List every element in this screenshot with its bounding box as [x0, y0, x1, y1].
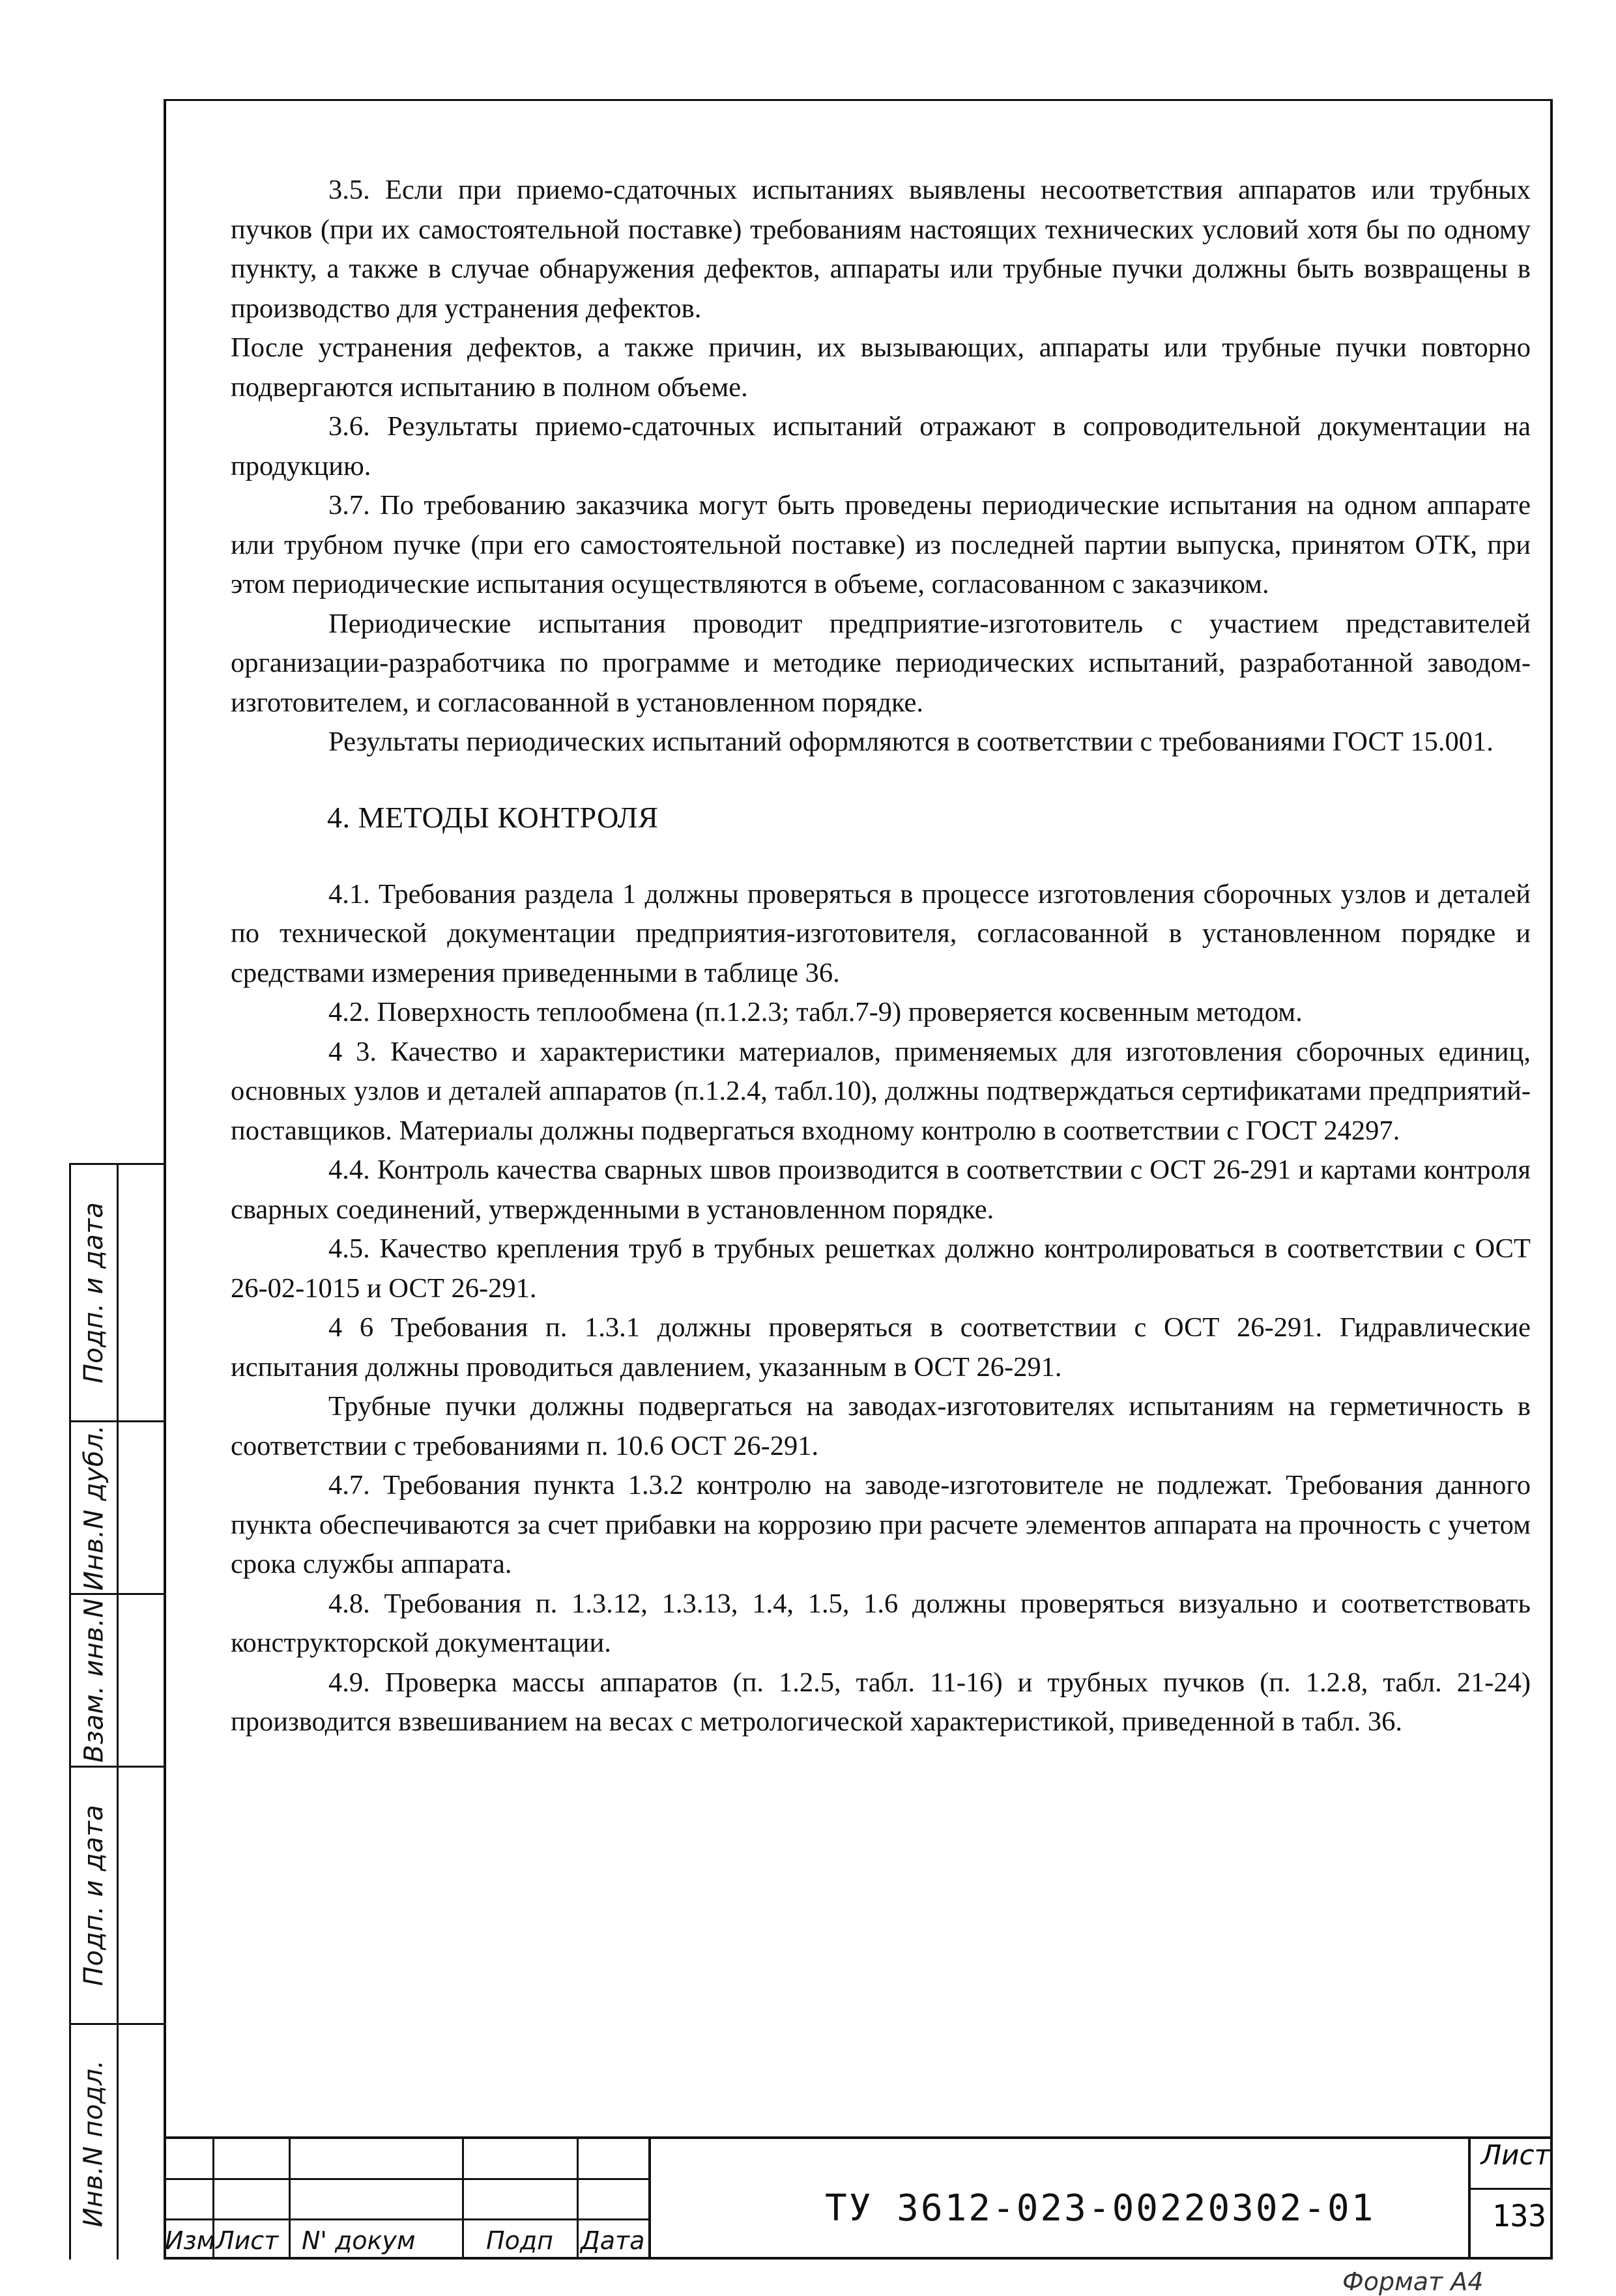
strip-cell-inv-podl	[71, 2025, 117, 2261]
strip-label-podp-data-bottom: Подп. и дата	[79, 1804, 109, 1987]
binding-strip	[69, 1163, 164, 2260]
strip-label-inv-podl: Инв.N подл.	[79, 2059, 109, 2228]
col-label-podp: Подп	[486, 2226, 553, 2255]
title-block-col-line	[289, 2136, 291, 2260]
strip-divider	[117, 1165, 119, 2260]
strip-cell-podp-data-top	[71, 1165, 117, 1420]
strip-label-vzam-inv: Взам. инв.N	[79, 1598, 109, 1763]
col-label-list: Лист	[216, 2226, 279, 2255]
sheet-label: Лист	[1480, 2139, 1550, 2171]
paragraph-4-4: 4.4. Контроль качества сварных швов производится в соответствии с ОСТ 26-291 и картами контроля сварных соединений, утвержденными в установленном порядке.	[231, 1155, 1531, 1225]
title-block-col-line	[648, 2136, 651, 2260]
title-block-col-line	[577, 2136, 579, 2260]
paragraph-3-7: 3.7. По требованию заказчика могут быть проведены периодические испытания на одном аппарате или трубном пучке (при его самостоятельной поставке) из последней партии выпуска, принятом ОТК, при этом периодические испытания осуществляются в объеме, согласованном с заказчиком.	[231, 490, 1531, 599]
title-block-top-line	[164, 2136, 1553, 2139]
paragraph-4-5: 4.5. Качество крепления труб в трубных решетках должно контролироваться в соответствии с ОСТ 26-02-1015 и ОСТ 26-291.	[231, 1233, 1531, 1304]
paragraph-4-3: 4 3. Качество и характеристики материалов, применяемых для изготовления сборочных единиц, основных узлов и деталей аппаратов (п.1.2.4, табл.10), должны подтверждаться сертификатами предприятий-поставщиков. Материалы должны подвергаться входному контролю в соответствии с ГОСТ 24297.	[231, 1036, 1531, 1146]
paragraph-4-2: 4.2. Поверхность теплообмена (п.1.2.3; табл.7-9) проверяется косвенным методом.	[328, 997, 1303, 1027]
paragraph-3-5: 3.5. Если при приемо-сдаточных испытаниях выявлены несоответствия аппаратов или трубных пучков (при их самостоятельной поставке) требованиям настоящих технических условий хотя бы по одному пункту, а также в случае обнаружения дефектов, аппараты или трубные пучки должны быть возвращены в производство для устранения дефектов.	[231, 175, 1531, 324]
col-label-dokum: N' докум	[302, 2226, 416, 2255]
paragraph-3-7-periodic: Периодические испытания проводит предприятие-изготовитель с участием представителей организации-разработчика по программе и методике периодических испытаний, разработанной заводом-изготовителем, и согласованной в установленном порядке.	[231, 608, 1531, 718]
title-block-row-line	[164, 2178, 648, 2180]
paragraph-3-6: 3.6. Результаты приемо-сдаточных испытаний отражают в сопроводительной документации на продукцию.	[231, 411, 1531, 481]
strip-cell-podp-data-bottom	[71, 1768, 117, 2023]
document-code: ТУ 3612-023-00220302-01	[825, 2187, 1376, 2230]
strip-cell-vzam-inv	[71, 1595, 117, 1766]
title-block	[164, 2136, 1553, 2260]
paragraph-4-9: 4.9. Проверка массы аппаратов (п. 1.2.5, табл. 11-16) и трубных пучков (п. 1.2.8, табл. 21-24) производится взвешиванием на весах с метрологической характеристикой, приведенной в табл. 36.	[231, 1667, 1531, 1737]
paragraph-4-6-continued: Трубные пучки должны подвергаться на заводах-изготовителях испытаниям на герметичность в соответствии с требованиями п. 10.6 ОСТ 26-291.	[231, 1391, 1531, 1461]
col-label-data: Дата	[581, 2226, 645, 2255]
paragraph-4-6: 4 6 Требования п. 1.3.1 должны проверяться в соответствии с ОСТ 26-291. Гидравлические испытания должны проводиться давлением, указанным в ОСТ 26-291.	[231, 1312, 1531, 1383]
paragraph-4-1: 4.1. Требования раздела 1 должны проверяться в процессе изготовления сборочных узлов и деталей по технической документации предприятия-изготовителя, согласованной в установленном порядке и средствами измерения приведенными в таблице 36.	[231, 878, 1531, 988]
section-title: 4. МЕТОДЫ КОНТРОЛЯ	[327, 800, 659, 834]
format-label: Формат А4	[1342, 2267, 1484, 2296]
strip-label-inv-dubl: Инв.N дубл.	[79, 1424, 109, 1591]
col-label-izm: Изм	[165, 2226, 216, 2255]
sheet-number: 133	[1492, 2198, 1546, 2233]
strip-cell-inv-dubl	[71, 1422, 117, 1593]
paragraph-4-8: 4.8. Требования п. 1.3.12, 1.3.13, 1.4, 1.5, 1.6 должны проверяться визуально и соответствовать конструкторской документации.	[231, 1588, 1531, 1658]
paragraph-4-7: 4.7. Требования пункта 1.3.2 контролю на заводе-изготовителе не подлежат. Требования данного пункта обеспечиваются за счет прибавки на коррозию при расчете элементов аппарата на прочность с учетом срока службы аппарата.	[231, 1470, 1531, 1579]
document-body	[231, 171, 1531, 1742]
strip-label-podp-data-top: Подп. и дата	[79, 1201, 109, 1384]
title-block-row-line	[164, 2218, 648, 2220]
title-block-col-line	[462, 2136, 464, 2260]
paragraph-3-7-results: Результаты периодических испытаний оформляются в соответствии с требованиями ГОСТ 15.001.	[328, 726, 1493, 757]
paragraph-3-5-continued: После устранения дефектов, а также причин, их вызывающих, аппараты или трубные пучки повторно подвергаются испытанию в полном объеме.	[231, 332, 1531, 403]
